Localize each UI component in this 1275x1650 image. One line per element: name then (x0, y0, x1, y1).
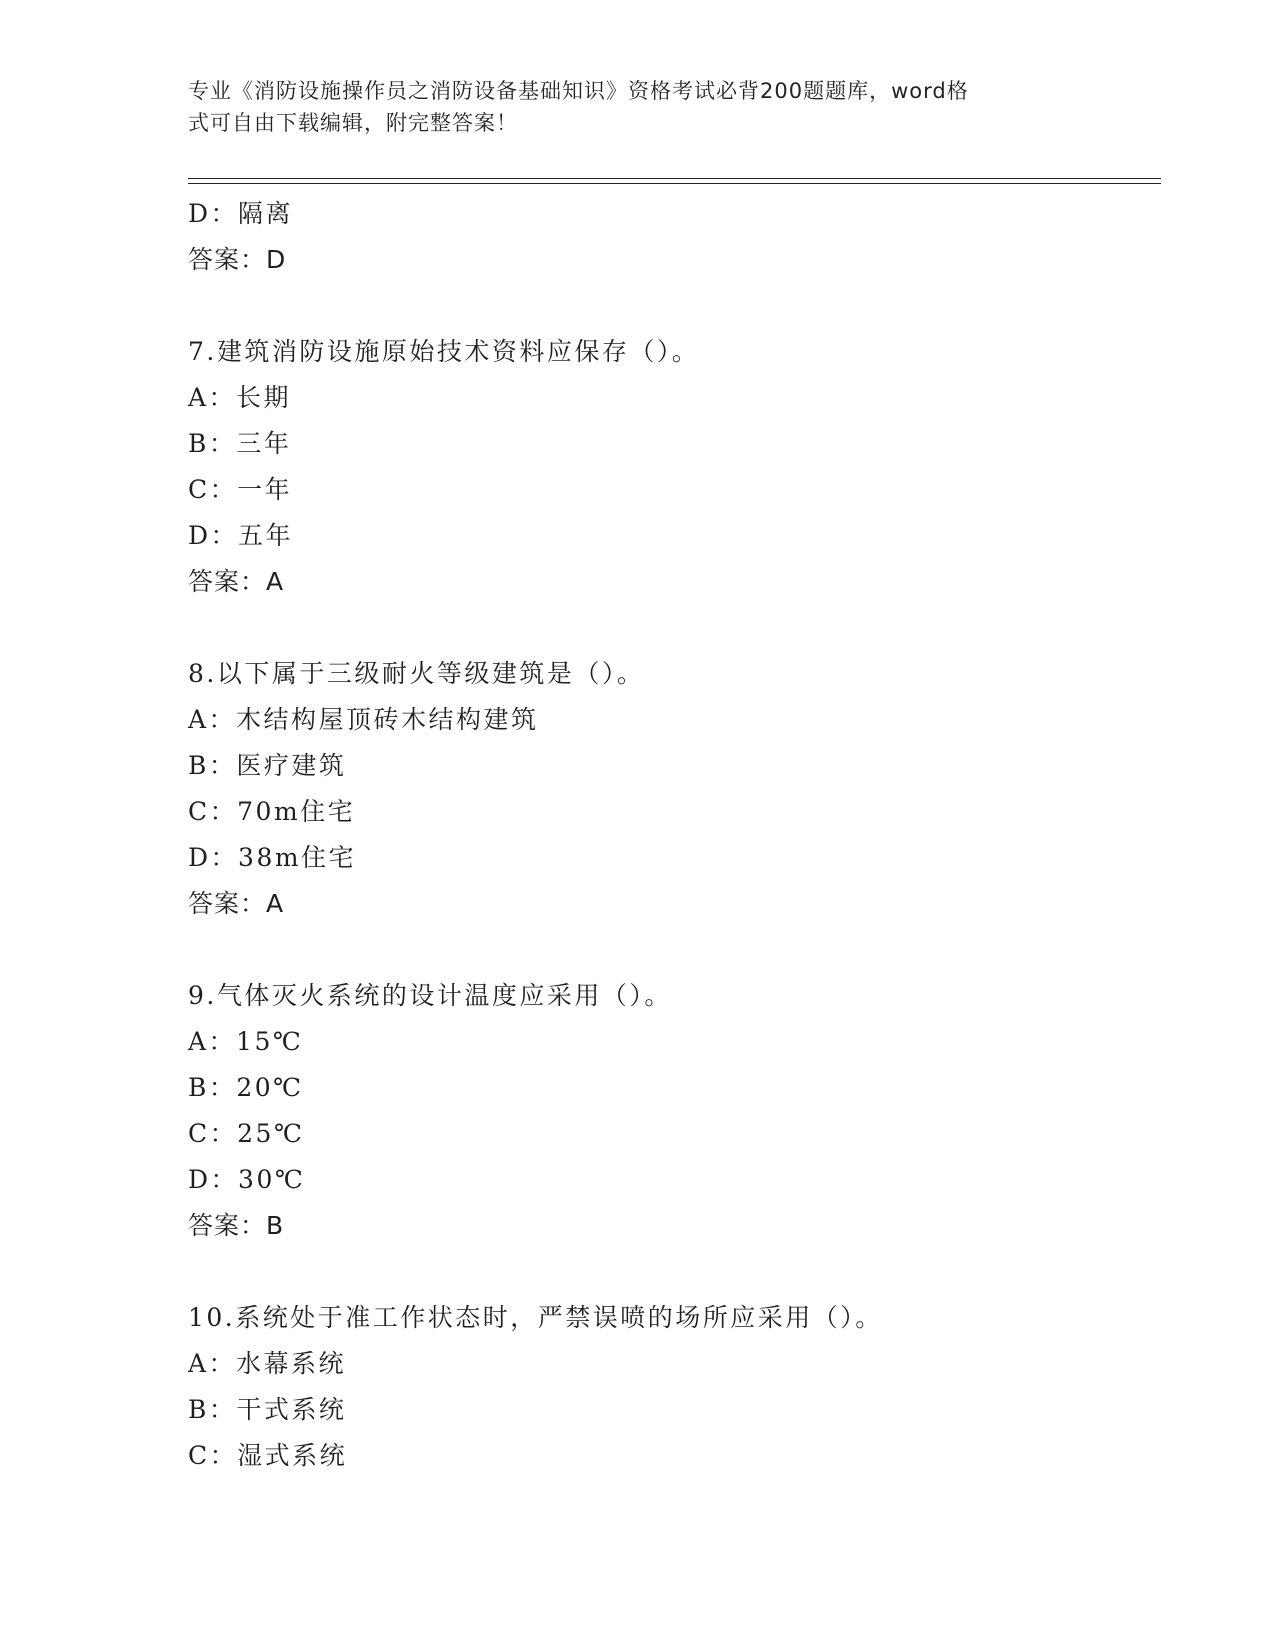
question-stem: 8.以下属于三级耐火等级建筑是（）。 (188, 659, 645, 688)
spacer (188, 283, 1161, 329)
option-c: C：一年 (188, 475, 293, 504)
spacer (188, 605, 1161, 651)
question-stem: 10.系统处于准工作状态时，严禁误喷的场所应采用（）。 (188, 1303, 883, 1332)
option-a: A：15℃ (188, 1027, 304, 1056)
option-a: A：水幕系统 (188, 1349, 347, 1378)
option-a: A：木结构屋顶砖木结构建筑 (188, 705, 539, 734)
answer: 答案：A (188, 889, 285, 918)
option-d: D：30℃ (188, 1165, 306, 1194)
question-stem: 7.建筑消防设施原始技术资料应保存（）。 (188, 337, 700, 366)
option-b: B：20℃ (188, 1073, 304, 1102)
prev-option-d: D：隔离 (188, 199, 294, 228)
document-header (188, 75, 1068, 139)
option-c: C：湿式系统 (188, 1441, 348, 1470)
spacer (188, 927, 1161, 973)
header-line-1: 专业《消防设施操作员之消防设备基础知识》资格考试必背200题题库，word格 (188, 79, 969, 103)
header-divider-bottom (188, 183, 1161, 184)
option-b: B：三年 (188, 429, 292, 458)
question-list (188, 191, 1161, 1479)
option-d: D：38m住宅 (188, 843, 357, 872)
question-stem: 9.气体灭火系统的设计温度应采用（）。 (188, 981, 672, 1010)
option-c: C：70m住宅 (188, 797, 356, 826)
option-c: C：25℃ (188, 1119, 305, 1148)
answer: 答案：A (188, 567, 285, 596)
header-divider-top (188, 178, 1161, 179)
option-d: D：五年 (188, 521, 294, 550)
option-b: B：干式系统 (188, 1395, 347, 1424)
answer: 答案：B (188, 1211, 285, 1240)
option-a: A：长期 (188, 383, 292, 412)
header-line-2: 式可自由下载编辑，附完整答案！ (188, 111, 518, 135)
prev-answer: 答案：D (188, 245, 287, 274)
spacer (188, 1249, 1161, 1295)
option-b: B：医疗建筑 (188, 751, 347, 780)
